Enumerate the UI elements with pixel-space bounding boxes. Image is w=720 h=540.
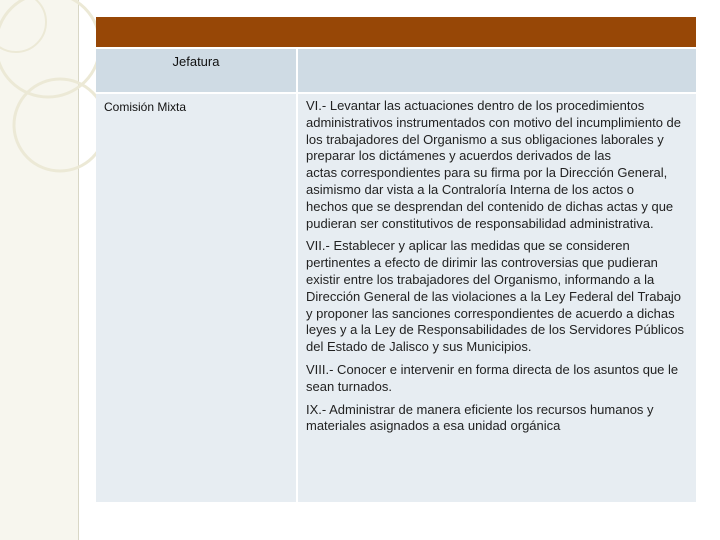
content-table — [96, 17, 698, 502]
function-paragraph-ix: IX.- Administrar de manera eficiente los recursos humanos y materiales asignados a esa unidad orgánica — [306, 401, 654, 434]
table-row — [96, 92, 698, 502]
function-paragraph-viii: VIII.- Conocer e intervenir en forma directa de los asuntos que le sean turnados. — [306, 361, 679, 394]
function-paragraph-vii: VII.- Establecer y aplicar las medidas que se consideren pertinentes a efecto de dirimir las controversias que pudieran existir entre los trabajadores del Organismo, informando a la Dirección General de las violaciones a la Ley Federal del Trabajo y proponer las sanciones correspondientes de acuerdo a dichas leyes y a la Ley de Responsabilidades de los Servidores Públicos del Estado de Jalisco y sus Municipios. — [306, 238, 684, 355]
sidebar-divider — [78, 0, 79, 540]
header-cell-empty — [298, 49, 698, 92]
row-label-cell: Comisión Mixta — [96, 94, 298, 502]
sidebar-strip — [0, 0, 78, 540]
header-cell-jefatura: Jefatura — [96, 49, 298, 92]
function-paragraph-vi: VI.- Levantar las actuaciones dentro de los procedimientos administrativos instrumentados con motivo del incumplimiento de los trabajadores del Organismo a sus obligaciones laborales y preparar los dictámenes y acuerdos derivados de las actas correspondientes para su firma por la Dirección General, asimismo dar vista a la Contraloría Interna de los actos o hechos que se desprendan del contenido de dichas actas y que pudieran ser constitutivos de responsabilidad administrativa. — [306, 98, 682, 231]
table-header-bar — [96, 17, 698, 47]
functions-cell — [298, 94, 698, 502]
table-row-header — [96, 47, 698, 92]
